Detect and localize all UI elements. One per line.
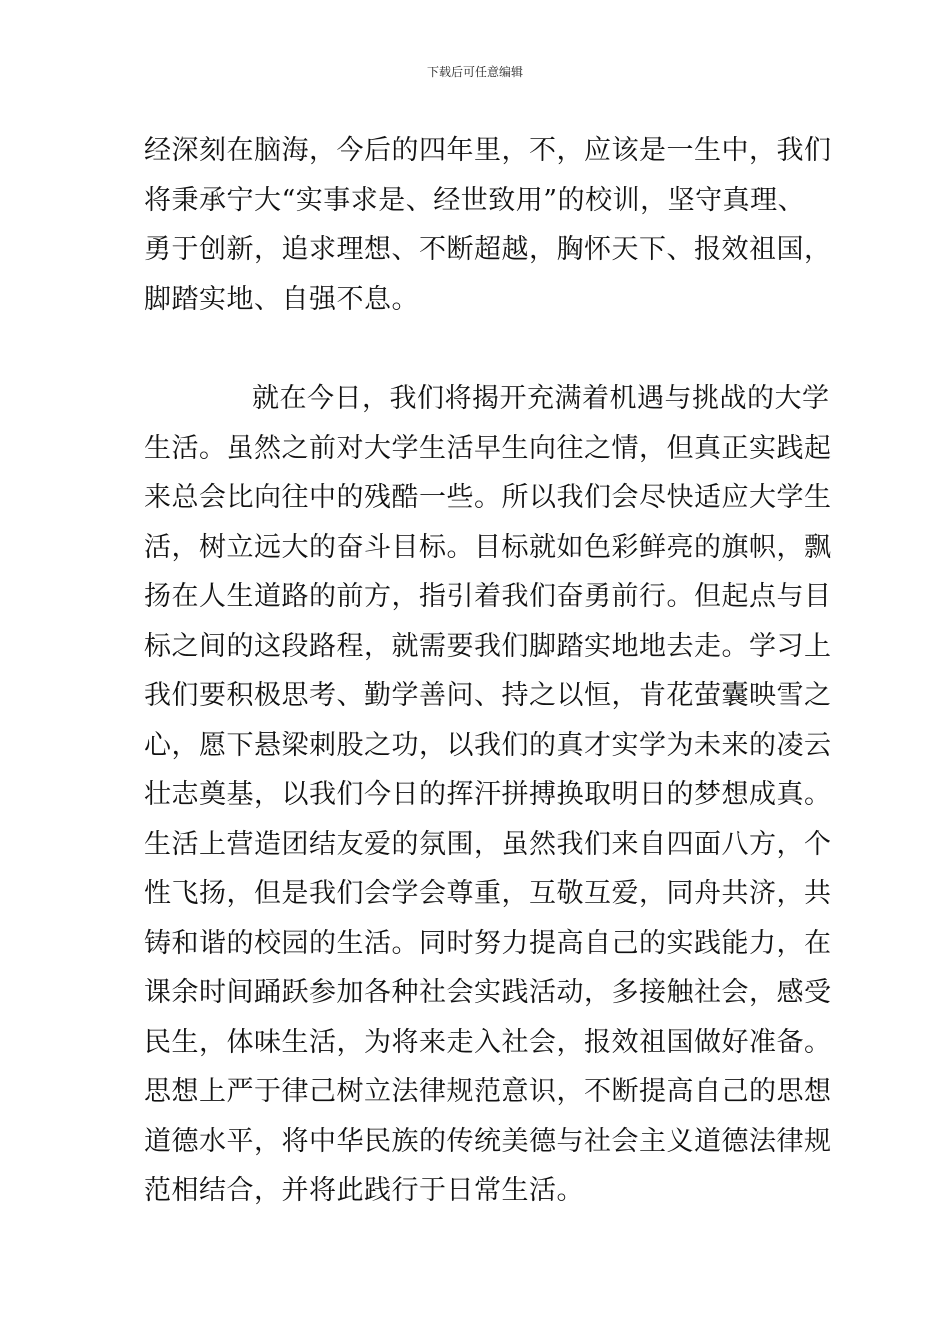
paragraph-line: 课余时间踊跃参加各种社会实践活动，多接触社会，感受 — [144, 977, 832, 1008]
paragraph-line: 我们要积极思考、勤学善问、持之以恒，肯花萤囊映雪之 — [144, 680, 832, 711]
page-header: 下载后可任意编辑 — [426, 65, 523, 79]
paragraph-line: 活，树立远大的奋斗目标。目标就如色彩鲜亮的旗帜，飘 — [144, 531, 832, 563]
paragraph-line: 生活。虽然之前对大学生活早生向往之情，但真正实践起 — [144, 432, 832, 464]
paragraph-line: 勇于创新，追求理想、不断超越，胸怀天下、报效祖国， — [144, 234, 832, 265]
paragraph-line: 思想上严于律己树立法律规范意识，不断提高自己的思想 — [144, 1076, 832, 1107]
paragraph-line: 性飞扬，但是我们会学会尊重，互敬互爱，同舟共济，共 — [144, 878, 832, 909]
paragraph-line: 脚踏实地、自强不息。 — [144, 283, 419, 315]
paragraph-line: 扬在人生道路的前方，指引着我们奋勇前行。但起点与目 — [144, 581, 832, 612]
paragraph-line: 将秉承宁大“实事求是、经世致用”的校训，坚守真理、 — [144, 184, 806, 216]
paragraph-line: 范相结合，并将此践行于日常生活。 — [144, 1175, 584, 1206]
paragraph-line: 壮志奠基，以我们今日的挥汗拼搏换取明日的梦想成真。 — [144, 779, 832, 810]
paragraph-line: 就在今日，我们将揭开充满着机遇与挑战的大学 — [252, 383, 830, 414]
paragraph-1 — [144, 126, 832, 324]
paragraph-line: 心，愿下悬梁刺股之功，以我们的真才实学为未来的凌云 — [144, 729, 832, 761]
paragraph-line: 标之间的这段路程，就需要我们脚踏实地地去走。学习上 — [144, 630, 832, 662]
paragraph-2 — [144, 374, 832, 1216]
paragraph-line: 道德水平，将中华民族的传统美德与社会主义道德法律规 — [144, 1125, 832, 1157]
paragraph-line: 民生，体味生活，为将来走入社会，报效祖国做好准备。 — [144, 1026, 832, 1058]
paragraph-line: 生活上营造团结友爱的氛围，虽然我们来自四面八方，个 — [144, 828, 832, 860]
paragraph-line: 来总会比向往中的残酷一些。所以我们会尽快适应大学生 — [144, 482, 832, 513]
paragraph-line: 铸和谐的校园的生活。同时努力提高自己的实践能力，在 — [144, 927, 832, 959]
paragraph-line: 经深刻在脑海，今后的四年里，不，应该是一生中，我们 — [144, 135, 832, 166]
